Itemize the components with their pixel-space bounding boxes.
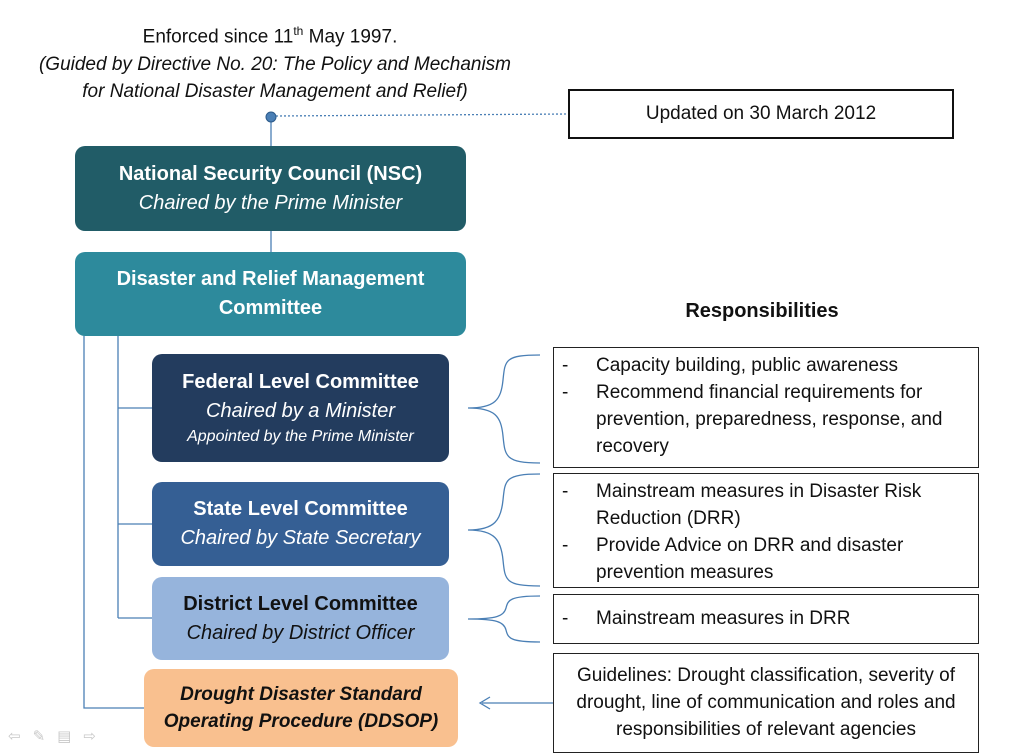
federal-title: Federal Level Committee xyxy=(182,371,419,393)
drmc-title-line-1: Disaster and Relief Management xyxy=(116,268,425,290)
drmc-title-line-2: Committee xyxy=(218,297,323,319)
back-arrow-icon[interactable]: ⇦ xyxy=(8,728,33,745)
state-subtitle: Chaired by State Secretary xyxy=(180,527,421,549)
updated-note-text: Updated on 30 March 2012 xyxy=(645,103,877,124)
state-title: State Level Committee xyxy=(193,498,408,520)
guided-line-1: (Guided by Directive No. 20: The Policy and Mechanism xyxy=(38,54,512,75)
ddsop-title-line-1: Drought Disaster Standard xyxy=(180,684,422,705)
district-committee-node xyxy=(152,577,449,660)
updated-note-box xyxy=(568,89,954,139)
federal-note: Appointed by the Prime Minister xyxy=(187,428,414,445)
nsc-subtitle: Chaired by the Prime Minister xyxy=(138,191,403,214)
state-responsibilities-box xyxy=(553,473,979,588)
guided-by-text xyxy=(10,51,540,105)
guidelines-box xyxy=(553,653,979,753)
list-item: - Mainstream measures in Disaster Risk Reduction (DRR) xyxy=(562,478,970,532)
slide-nav-icons xyxy=(8,727,108,745)
pen-icon[interactable]: ✎ xyxy=(32,728,58,745)
list-item: - Recommend financial requirements for prevention, preparedness, response, and recovery xyxy=(562,379,970,460)
enforced-suffix: May 1997. xyxy=(303,26,398,48)
federal-responsibilities-box xyxy=(553,347,979,468)
guided-line-2: for National Disaster Management and Relief) xyxy=(82,81,468,102)
menu-icon[interactable]: ▤ xyxy=(57,728,84,745)
guidelines-text: Guidelines: Drought classification, severity of drought, line of communication and roles and responsibilities of relevant agencies xyxy=(576,665,956,740)
federal-committee-node xyxy=(152,354,449,462)
district-subtitle: Chaired by District Officer xyxy=(186,621,415,644)
state-committee-node xyxy=(152,482,449,566)
list-item: - Mainstream measures in DRR xyxy=(562,605,970,632)
enforced-superscript: th xyxy=(293,24,304,38)
list-item: - Provide Advice on DRR and disaster prevention measures xyxy=(562,532,970,586)
nsc-node xyxy=(75,146,466,231)
enforced-date-text xyxy=(10,24,530,48)
list-item: - Capacity building, public awareness xyxy=(562,352,970,379)
federal-subtitle: Chaired by a Minister xyxy=(206,400,395,422)
nsc-title: National Security Council (NSC) xyxy=(118,162,423,185)
ddsop-title-line-2: Operating Procedure (DDSOP) xyxy=(163,711,439,732)
district-title: District Level Committee xyxy=(183,592,418,615)
forward-arrow-icon[interactable]: ⇨ xyxy=(83,728,108,745)
responsibilities-heading: Responsibilities xyxy=(685,300,839,322)
drmc-node xyxy=(75,252,466,336)
district-responsibilities-box xyxy=(553,594,979,644)
connector-dot-icon xyxy=(266,112,276,122)
enforced-prefix: Enforced since 11 xyxy=(142,26,294,48)
ddsop-node xyxy=(144,669,458,747)
